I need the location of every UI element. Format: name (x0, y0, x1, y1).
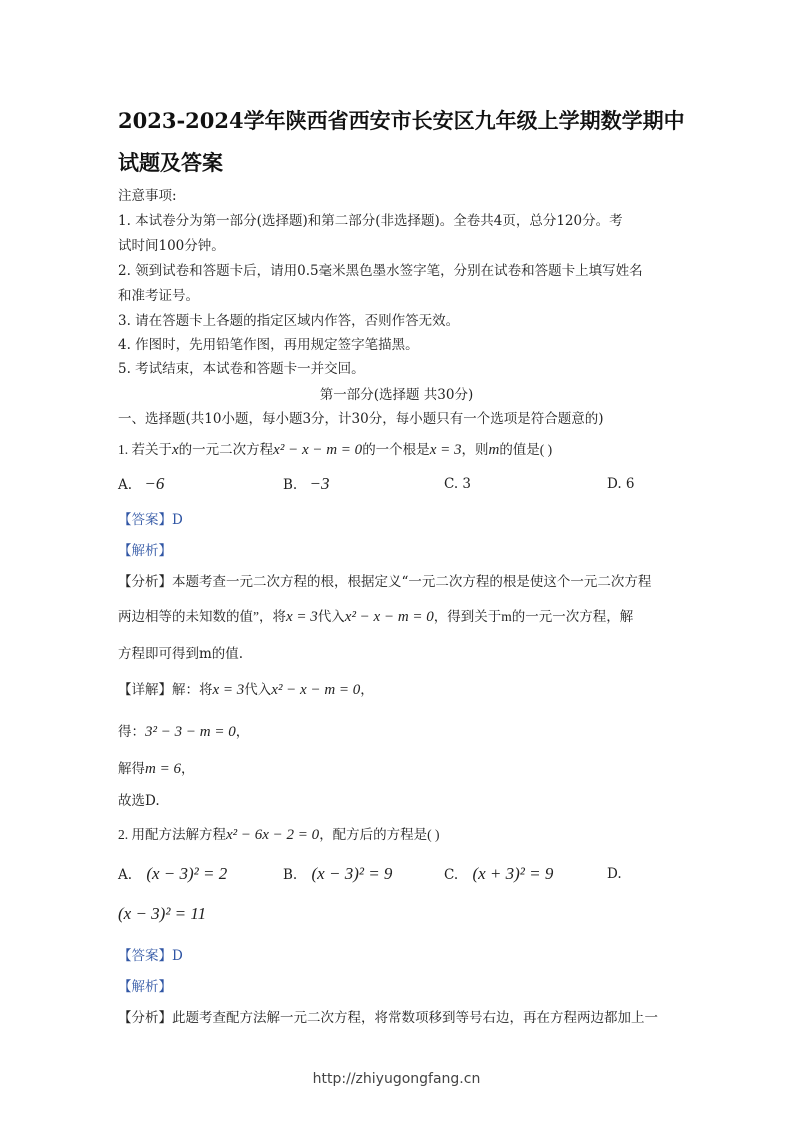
q1-detail-x: x = 3 (212, 682, 245, 698)
q1-option-d: D. 6 (607, 476, 635, 492)
document-title-line2: 试题及答案 (118, 150, 223, 175)
q1-derive-b: ， (235, 724, 250, 739)
q1-analysis-label: 【解析】 (118, 543, 172, 559)
q2-option-a (118, 864, 227, 884)
q1-var-x: x (172, 442, 179, 458)
q1-stem-a: 1. 若关于 (118, 442, 172, 457)
q2-stem (118, 823, 440, 844)
q2-option-b-value: (x − 3)² = 9 (311, 864, 393, 883)
q1-option-b-label: B. (283, 477, 298, 493)
footer-url: http://zhiyugongfang.cn (312, 1071, 481, 1087)
q2-stem-b: ，配方后的方程是( ) (319, 827, 440, 842)
q1-fenxi-equation: x² − x − m = 0 (344, 609, 434, 625)
notice-item-1a: 1. 本试卷分为第一部分(选择题)和第二部分(非选择题)。全卷共4页，总分120分。考 (118, 213, 623, 229)
q1-fenxi-line3: 方程即可得到m的值. (118, 646, 244, 662)
q1-option-a (118, 474, 164, 494)
q1-stem-b: 的一元二次方程 (178, 442, 274, 457)
q1-answer: 【答案】D (118, 512, 183, 528)
q1-solve-b: ， (180, 761, 195, 776)
q1-fenxi-b1: 两边相等的未知数的值”，将 (118, 609, 286, 624)
q1-var-m: m (488, 442, 500, 458)
notice-item-5: 5. 考试结束，本试卷和答题卡一并交回。 (118, 361, 365, 377)
q2-stem-a: 2. 用配方法解方程 (118, 827, 226, 842)
q1-option-b-value: −3 (309, 474, 330, 493)
q1-option-c: C. 3 (444, 476, 472, 492)
q1-detail-b: 代入 (244, 682, 272, 697)
q1-detail-c: ， (360, 682, 374, 697)
q1-choose: 故选D. (118, 793, 160, 809)
q1-stem (118, 438, 552, 459)
q2-option-c (444, 864, 553, 884)
q1-derive-a: 得： (118, 724, 145, 739)
q1-stem-e: 的值是( ) (499, 442, 553, 457)
part1-heading: 第一部分(选择题 共30分) (319, 387, 474, 403)
q1-fenxi-line2 (118, 605, 633, 626)
q1-option-a-label: A. (118, 477, 133, 493)
notice-item-3: 3. 请在答题卡上各题的指定区域内作答，否则作答无效。 (118, 313, 460, 329)
q1-equation: x² − x − m = 0 (273, 442, 363, 458)
q2-option-a-value: (x − 3)² = 2 (146, 864, 228, 883)
q1-fenxi-b2: 代入 (317, 609, 345, 624)
q1-root: x = 3 (429, 442, 462, 458)
q1-detail-equation: x² − x − m = 0 (271, 682, 361, 698)
q2-option-d-label: D. (607, 866, 622, 882)
q2-answer: 【答案】D (118, 948, 183, 964)
q2-option-c-label: C. (444, 867, 459, 883)
notice-item-2a: 2. 领到试卷和答题卡后，请用0.5毫米黑色墨水签字笔，分别在试卷和答题卡上填写姓名 (118, 263, 643, 279)
q1-option-b (283, 474, 330, 494)
q1-fenxi-line1: 【分析】本题考查一元二次方程的根，根据定义“一元二次方程的根是使这个一元二次方程 (118, 574, 652, 590)
q1-fenxi-b3: ，得到关于m的一元一次方程，解 (433, 609, 634, 624)
q1-fenxi-x: x = 3 (286, 609, 318, 625)
q2-option-d-value: (x − 3)² = 11 (118, 904, 207, 923)
notice-item-2b: 和准考证号。 (118, 288, 199, 304)
q1-option-a-value: −6 (144, 474, 165, 493)
q1-derive-equation: 3² − 3 − m = 0 (145, 724, 236, 740)
q2-option-b (283, 864, 392, 884)
notice-item-1b: 试时间100分钟。 (118, 238, 225, 254)
q1-solve-equation: m = 6 (145, 761, 181, 777)
q1-solve-line (118, 757, 194, 778)
q2-fenxi-line1: 【分析】此题考查配方法解一元二次方程，将常数项移到等号右边，再在方程两边都加上一 (118, 1010, 658, 1026)
q2-equation: x² − 6x − 2 = 0 (226, 827, 320, 843)
q1-solve-a: 解得 (118, 761, 145, 776)
q1-detail-line (118, 678, 374, 699)
section1-heading: 一、选择题(共10小题，每小题3分，计30分，每小题只有一个选项是符合题意的) (118, 411, 604, 427)
notice-item-4: 4. 作图时，先用铅笔作图，再用规定签字笔描黑。 (118, 337, 419, 353)
q2-option-d (118, 904, 206, 924)
document-title-line1: 2023-2024学年陕西省西安市长安区九年级上学期数学期中 (118, 108, 685, 133)
q2-option-c-value: (x + 3)² = 9 (472, 864, 554, 883)
q1-detail-a: 【详解】解：将 (118, 682, 213, 697)
q2-option-a-label: A. (118, 867, 133, 883)
q1-derive-line (118, 720, 249, 741)
notice-heading: 注意事项: (118, 188, 177, 204)
q2-analysis-label: 【解析】 (118, 979, 172, 995)
q1-stem-c: 的一个根是 (362, 442, 430, 457)
q2-option-b-label: B. (283, 867, 298, 883)
q1-stem-d: ，则 (461, 442, 489, 457)
